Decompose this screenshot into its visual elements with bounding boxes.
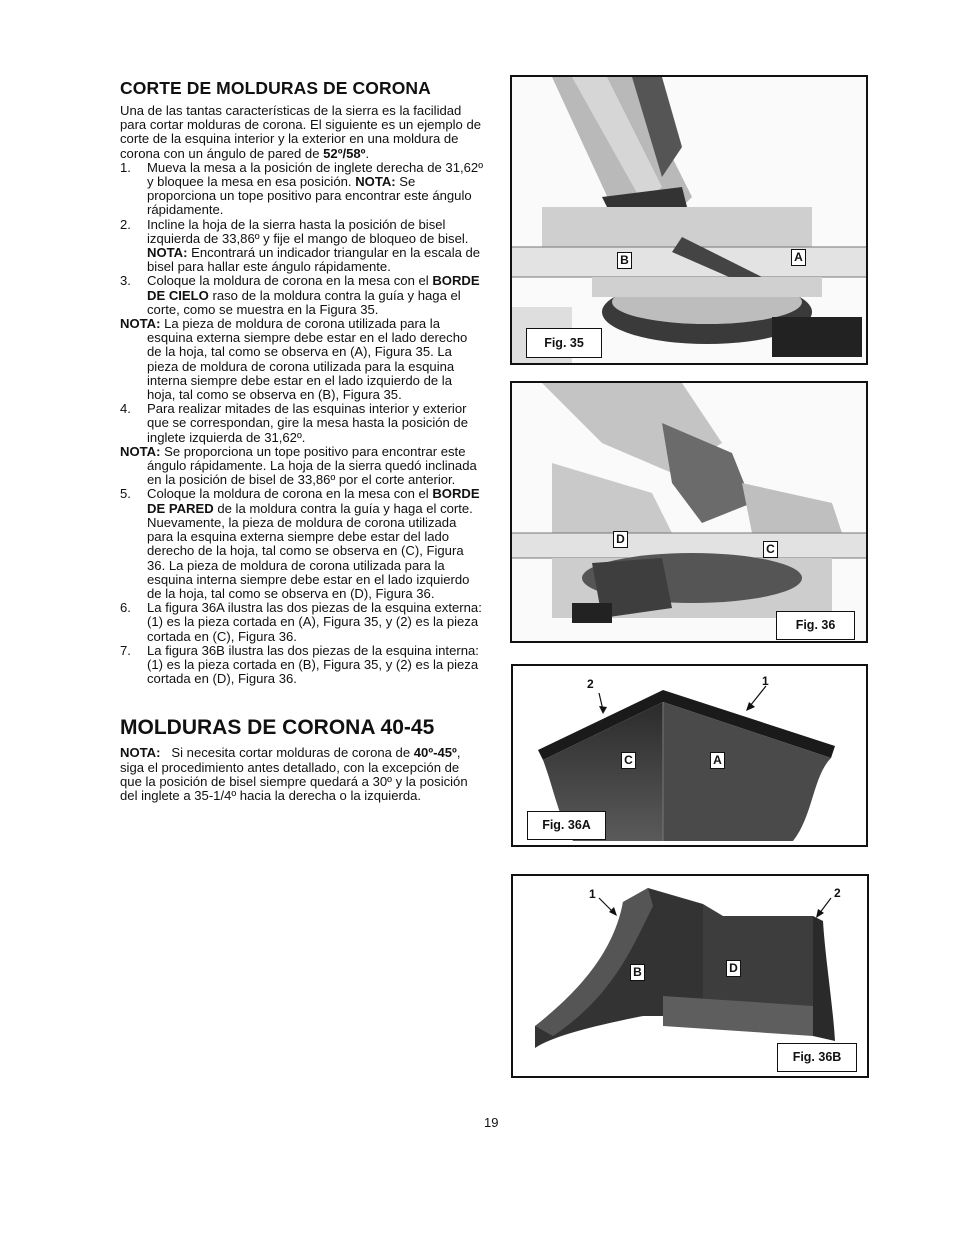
section-title-corte: CORTE DE MOLDURAS DE CORONA (120, 78, 431, 98)
step-4 (120, 402, 484, 445)
step-text: Se proporciona un tope positivo para encontrar este ángulo rápidamente. (147, 174, 472, 218)
note-label: NOTA: (120, 745, 161, 761)
step-text: Coloque la moldura de corona en la mesa con el (147, 273, 433, 289)
note-text: Si necesita cortar molduras de corona de (160, 745, 414, 761)
marker-a: A (791, 249, 806, 266)
step-3 (120, 274, 484, 317)
callout-2: 2 (834, 886, 841, 900)
step-text: Para realizar mitades de las esquinas interior y exterior que se correspondan, gire la mesa hasta la posición de inglete izquierda de 31,62º. (147, 401, 468, 445)
step-7 (120, 644, 484, 687)
intro-angle: 52º/58º (323, 145, 366, 161)
marker-b: B (617, 252, 632, 269)
step-number: 2. (120, 216, 131, 232)
step-number: 3. (120, 273, 131, 289)
note-text: La pieza de moldura de corona utilizada para la esquina externa siempre debe estar en el lado derecho de la hoja, tal como se observa en (A), Figura 35. La pieza de moldura de corona utilizada para la esquina interna siempre debe estar en el lado izquierdo de la hoja, tal como se observa en (B), Figura 35. (147, 316, 468, 403)
intro-end: . (365, 145, 370, 161)
marker-d: D (726, 960, 741, 977)
note-text: , siga el procedimiento antes detallado, con la excepción de que la posición de bisel siempre quedará a 30º y la posición del inglete a 35-1/4º hacia la derecha o la izquierda. (120, 745, 468, 803)
step-number: 6. (120, 600, 131, 616)
step-text: Incline la hoja de la sierra hasta la posición de bisel izquierda de 33,86º y fije el mango de bloqueo de bisel. (147, 216, 469, 246)
callout-1: 1 (589, 887, 596, 901)
page-number: 19 (484, 1115, 499, 1130)
text-column (120, 78, 484, 803)
figure-label: Fig. 35 (526, 328, 602, 358)
marker-c: C (763, 541, 778, 558)
step-number: 1. (120, 159, 131, 175)
step-note-label: NOTA: (355, 174, 396, 190)
figure-36 (510, 381, 868, 643)
figure-36a (511, 664, 868, 847)
step-number: 4. (120, 401, 131, 417)
figure-35 (510, 75, 868, 365)
step-text: raso de la moldura contra la guía y haga el corte, como se muestra en la Figura 35. (147, 287, 461, 317)
note-2 (120, 445, 484, 488)
step-2 (120, 218, 484, 275)
note-text: Se proporciona un tope positivo para encontrar este ángulo rápidamente. La hoja de la sierra quedó inclinada en la posición de bisel de 33,86º por el corte anterior. (147, 443, 477, 488)
step-bold: BORDE DE PARED (147, 486, 480, 516)
note-40-45 (120, 746, 484, 803)
note-label: NOTA: (120, 443, 161, 459)
figure-label: Fig. 36A (527, 811, 606, 840)
figure-label: Fig. 36 (776, 611, 855, 640)
step-text: Encontrará un indicador triangular en la escala de bisel para hallar este ángulo rápidamente. (147, 245, 481, 275)
step-text: de la moldura contra la guía y haga el corte. Nuevamente, la pieza de moldura de corona utilizada para la esquina externa siempre debe estar del lado derecho de la hoja, tal como se observa en (C), Figura 36. La pieza de moldura de corona utilizada para la esquina interna siempre debe estar en el lado izquierdo de la hoja, tal como se observa en (D), Figura 36. (147, 500, 473, 601)
step-text: Coloque la moldura de corona en la mesa con el (147, 486, 433, 502)
step-number: 7. (120, 642, 131, 658)
figure-36b (511, 874, 869, 1078)
step-6 (120, 601, 484, 644)
step-1 (120, 161, 484, 218)
miter-saw-photo-fig35 (512, 77, 866, 363)
step-text: La figura 36A ilustra las dos piezas de la esquina externa: (1) es la pieza cortada en (A), Figura 35, y (2) es la pieza cortada en (C), Figura 36. (147, 600, 482, 644)
step-bold: BORDE DE CIELO (147, 273, 480, 303)
section-title-40-45: MOLDURAS DE CORONA 40-45 (120, 716, 435, 740)
step-text: La figura 36B ilustra las dos piezas de la esquina interna: (1) es la pieza cortada en (B), Figura 35, y (2) es la pieza cortada en (D), Figura 36. (147, 642, 479, 687)
step-text: Mueva la mesa a la posición de inglete derecha de 31,62º y bloquee la mesa en esa posición. (147, 159, 483, 190)
marker-c: C (621, 752, 636, 769)
figure-label: Fig. 36B (777, 1043, 857, 1072)
intro-text: Una de las tantas características de la sierra es la facilidad para cortar molduras de corona. El siguiente es un ejemplo de corte de la esquina interior y la exterior en una moldura de corona con un ángulo de pared de (120, 103, 482, 161)
marker-a: A (710, 752, 725, 769)
marker-d: D (613, 531, 628, 548)
miter-saw-photo-fig36 (512, 383, 866, 641)
note-label: NOTA: (120, 316, 161, 332)
step-5 (120, 487, 484, 601)
marker-b: B (630, 964, 645, 981)
step-number: 5. (120, 486, 131, 502)
callout-2: 2 (587, 677, 594, 691)
note-1 (120, 317, 484, 402)
note-angle: 40º-45º (413, 745, 457, 761)
step-note-label: NOTA: (147, 245, 188, 261)
intro-paragraph (120, 104, 484, 161)
callout-1: 1 (762, 674, 769, 688)
